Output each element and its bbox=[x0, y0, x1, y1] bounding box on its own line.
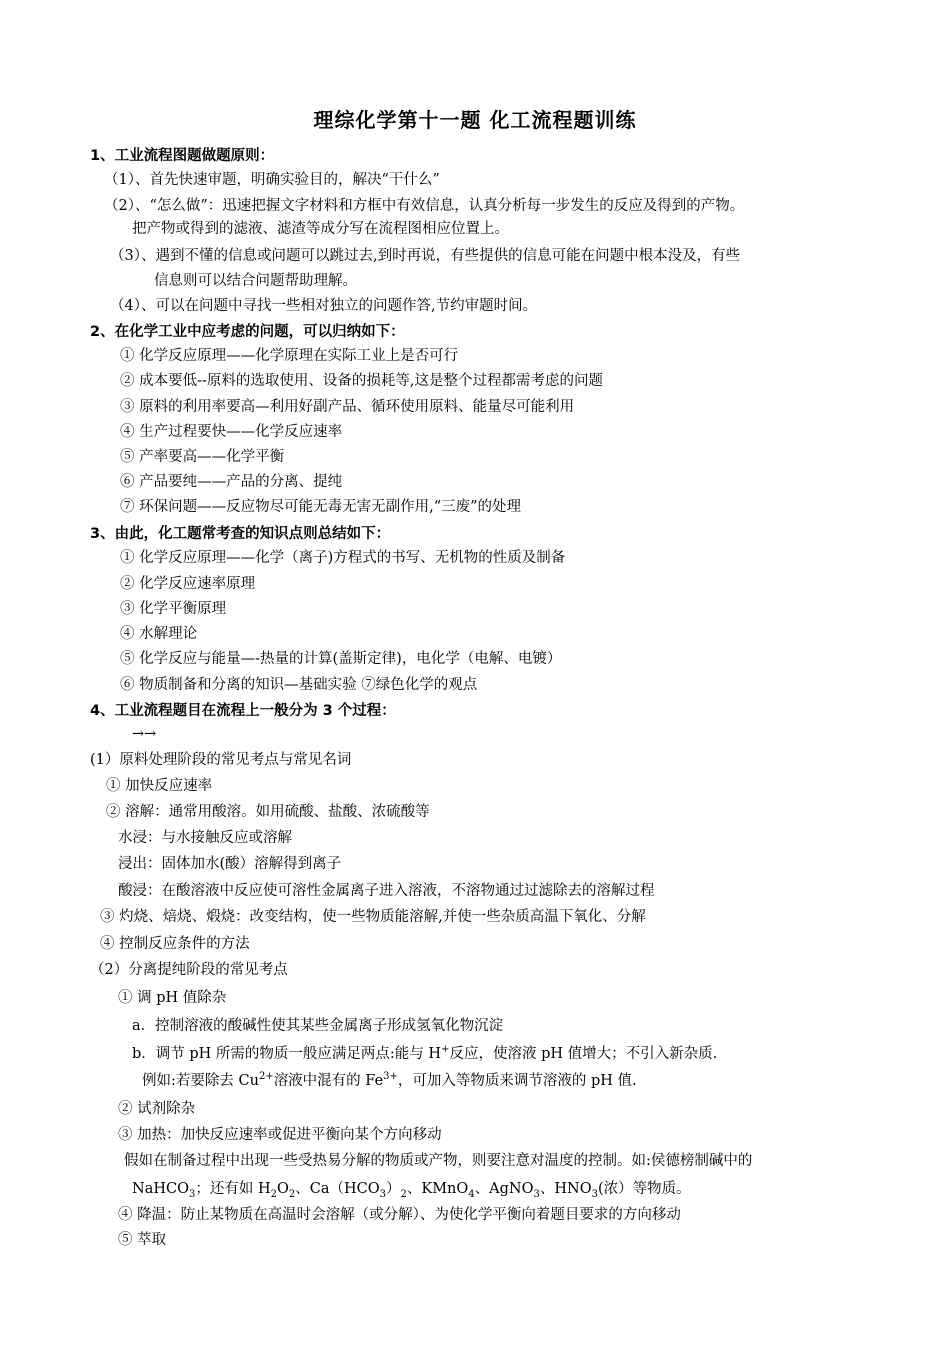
page-title: 理综化学第十一题 化工流程题训练 bbox=[313, 108, 637, 132]
superscript: 2+ bbox=[258, 1071, 274, 1083]
part2-item: ① 调 pH 值除杂 bbox=[118, 990, 227, 1006]
section2-item: ⑤ 产率要高——化学平衡 bbox=[120, 449, 285, 465]
section1-p3a: （3）、遇到不懂的信息或问题可以跳过去,到时再说，有些提供的信息可能在问题中根本没及，有些 bbox=[110, 248, 741, 264]
part1-item: ② 溶解：通常用酸溶。如用硫酸、盐酸、浓硫酸等 bbox=[106, 804, 430, 820]
text-run: b．调节 pH 所需的物质一般应满足两点:能与 H bbox=[132, 1046, 442, 1062]
part2-subitem-b bbox=[132, 1044, 717, 1064]
part2-example bbox=[142, 1071, 637, 1091]
section4-heading: 4、工业流程题目在流程上一般分为 3 个过程： bbox=[90, 703, 396, 719]
text-run: O bbox=[276, 1181, 289, 1197]
section3-item: ③ 化学平衡原理 bbox=[120, 601, 227, 617]
section1-p2b: 把产物或得到的滤液、滤渣等成分写在流程图相应位置上。 bbox=[132, 221, 509, 237]
section3-item: ⑤ 化学反应与能量—-热量的计算(盖斯定律)，电化学（电解、电镀） bbox=[120, 651, 562, 667]
part2-item: ② 试剂除杂 bbox=[118, 1101, 196, 1117]
text-run: NaHCO bbox=[132, 1181, 189, 1197]
part1-subitem: 浸出：固体加水(酸）溶解得到离子 bbox=[118, 856, 342, 872]
subscript: 2 bbox=[270, 1188, 277, 1200]
part2-formula-line bbox=[132, 1179, 691, 1199]
text-run: 、HNO bbox=[539, 1181, 592, 1197]
section3-heading: 3、由此，化工题常考查的知识点则总结如下： bbox=[90, 526, 391, 542]
superscript: + bbox=[441, 1044, 450, 1056]
subscript: 2 bbox=[400, 1188, 407, 1200]
section2-item: ⑦ 环保问题——反应物尽可能无毒无害无副作用,“三废”的处理 bbox=[120, 499, 522, 515]
text-run: 反应，使溶液 pH 值增大；不引入新杂质. bbox=[449, 1046, 718, 1062]
text-run: 例如:若要除去 Cu bbox=[142, 1073, 259, 1089]
text-run: 、KMnO bbox=[406, 1181, 469, 1197]
part1-item: ④ 控制反应条件的方法 bbox=[100, 936, 250, 952]
part2-subitem: 假如在制备过程中出现一些受热易分解的物质或产物，则要注意对温度的控制。如:侯德榜制碱中的 bbox=[124, 1153, 753, 1169]
section2-item: ① 化学反应原理——化学原理在实际工业上是否可行 bbox=[120, 348, 459, 364]
section3-item: ④ 水解理论 bbox=[120, 626, 198, 642]
section3-item: ⑥ 物质制备和分离的知识—基础实验 ⑦绿色化学的观点 bbox=[120, 677, 478, 693]
section1-p1: （1）、首先快速审题，明确实验目的，解决“干什么” bbox=[104, 172, 440, 188]
subscript: 3 bbox=[533, 1188, 540, 1200]
part1-subitem: 酸浸：在酸溶液中反应使可溶性金属离子进入溶液，不溶物通过过滤除去的溶解过程 bbox=[118, 883, 655, 899]
section2-item: ⑥ 产品要纯——产品的分离、提纯 bbox=[120, 474, 343, 490]
section3-item: ② 化学反应速率原理 bbox=[120, 576, 256, 592]
text-run: ，可加入等物质来调节溶液的 pH 值. bbox=[397, 1073, 637, 1089]
section1-p3b: 信息则可以结合问题帮助理解。 bbox=[154, 273, 357, 289]
text-run: 溶液中混有的 Fe bbox=[273, 1073, 384, 1089]
part1-title: (1）原料处理阶段的常见考点与常见名词 bbox=[90, 752, 352, 768]
text-run: ） bbox=[386, 1181, 401, 1197]
section2-item: ② 成本要低--原料的选取使用、设备的损耗等,这是整个过程都需考虑的问题 bbox=[120, 373, 604, 389]
text-run: 、AgNO bbox=[474, 1181, 534, 1197]
part2-item: ④ 降温：防止某物质在高温时会溶解（或分解）、为使化学平衡向着题目要求的方向移动 bbox=[118, 1207, 681, 1223]
superscript: 3+ bbox=[383, 1071, 398, 1083]
flow-arrows: →→ bbox=[132, 726, 157, 742]
section1-p4: （4）、可以在问题中寻找一些相对独立的问题作答,节约审题时间。 bbox=[110, 298, 538, 314]
part1-item: ③ 灼烧、焙烧、煅烧：改变结构，使一些物质能溶解,并使一些杂质高温下氧化、分解 bbox=[100, 909, 646, 925]
subscript: 3 bbox=[379, 1188, 386, 1200]
section2-heading: 2、在化学工业中应考虑的问题，可以归纳如下： bbox=[90, 324, 405, 340]
text-run: 、Ca（HCO bbox=[295, 1181, 380, 1197]
part2-item: ⑤ 萃取 bbox=[118, 1232, 167, 1248]
section2-item: ④ 生产过程要快——化学反应速率 bbox=[120, 424, 343, 440]
section2-item: ③ 原料的利用率要高—利用好副产品、循环使用原料、能量尽可能利用 bbox=[120, 399, 575, 415]
part2-item: ③ 加热：加快反应速率或促进平衡向某个方向移动 bbox=[118, 1127, 442, 1143]
part2-subitem-a: a．控制溶液的酸碱性使其某些金属离子形成氢氧化物沉淀 bbox=[132, 1018, 504, 1034]
subscript: 2 bbox=[288, 1188, 296, 1200]
subscript: 3 bbox=[591, 1188, 598, 1200]
part1-subitem: 水浸：与水接触反应或溶解 bbox=[118, 830, 292, 846]
part2-title: （2）分离提纯阶段的常见考点 bbox=[90, 962, 288, 978]
subscript: 4 bbox=[468, 1188, 475, 1200]
part1-item: ① 加快反应速率 bbox=[106, 778, 213, 794]
text-run: ；还有如 H bbox=[195, 1181, 271, 1197]
subscript: 3 bbox=[188, 1188, 196, 1200]
section1-heading: 1、工业流程图题做题原则： bbox=[90, 148, 275, 164]
section1-p2a: （2）、“怎么做”：迅速把握文字材料和方框中有效信息，认真分析每一步发生的反应及得到的产物。 bbox=[104, 198, 745, 214]
text-run: (浓）等物质。 bbox=[597, 1181, 691, 1197]
section3-item: ① 化学反应原理——化学（离子)方程式的书写、无机物的性质及制备 bbox=[120, 550, 566, 566]
